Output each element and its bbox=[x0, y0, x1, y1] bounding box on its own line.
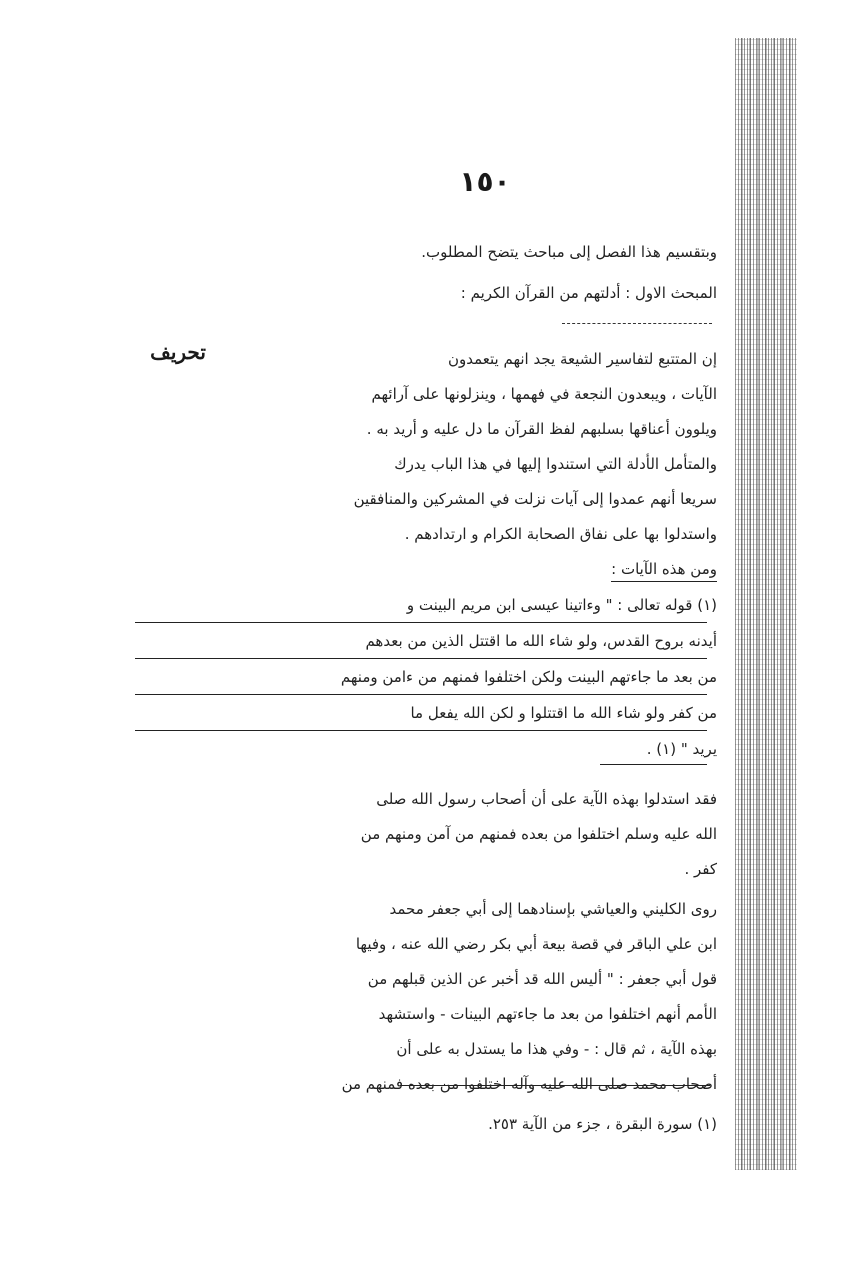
section-divider bbox=[562, 323, 712, 324]
paragraph-2-line: الله عليه وسلم اختلفوا من بعده فمنهم من آمن ومنهم من bbox=[360, 825, 717, 843]
paragraph-1-line: والمتأمل الأدلة التي استندوا إليها في هذا الباب يدرك bbox=[394, 455, 717, 473]
footnote-rule bbox=[400, 1085, 710, 1086]
paragraph-3-line: ابن علي الباقر في قصة بيعة أبي بكر رضي الله عنه ، وفيها bbox=[355, 935, 717, 953]
paragraph-1-line: الآيات ، ويبعدون النجعة في فهمها ، وينزلونها على آرائهم bbox=[371, 385, 717, 403]
verse-underline bbox=[135, 694, 707, 695]
paragraph-1-line: واستدلوا بها على نفاق الصحابة الكرام و ارتدادهم . bbox=[404, 525, 717, 543]
margin-note: تحريف bbox=[150, 340, 206, 364]
paragraph-2-line: كفر . bbox=[684, 860, 717, 878]
verse-line: من بعد ما جاءتهم البينت ولكن اختلفوا فمنهم من ءامن ومنهم bbox=[340, 668, 717, 686]
verse-underline bbox=[600, 764, 707, 765]
section-heading: المبحث الاول : أدلتهم من القرآن الكريم : bbox=[460, 284, 717, 302]
paragraph-1-line: إن المتتبع لتفاسير الشيعة يجد انهم يتعمدون bbox=[447, 350, 717, 368]
paragraph-3-line: الأمم أنهم اختلفوا من بعد ما جاءتهم البينات - واستشهد bbox=[378, 1005, 717, 1023]
paragraph-2-line: فقد استدلوا بهذه الآية على أن أصحاب رسول الله صلى bbox=[376, 790, 717, 808]
page-number: ١٥٠ bbox=[459, 165, 511, 198]
verse-line: من كفر ولو شاء الله ما اقتتلوا و لكن الله يفعل ما bbox=[410, 704, 717, 722]
verse-line: يريد " (١) . bbox=[646, 740, 717, 758]
verse-line: (١) قوله تعالى : " وءاتينا عيسى ابن مريم البينت و bbox=[406, 596, 717, 614]
paragraph-3-line: بهذه الآية ، ثم قال : - وفي هذا ما يستدل به على أن bbox=[396, 1040, 717, 1058]
verses-subheading: ومن هذه الآيات : bbox=[611, 560, 717, 578]
footnote: (١) سورة البقرة ، جزء من الآية ٢٥٣. bbox=[488, 1115, 717, 1133]
verse-line: أيدنه بروح القدس، ولو شاء الله ما اقتتل الذين من بعدهم bbox=[365, 632, 717, 650]
paragraph-3-line: قول أبي جعفر : " أليس الله قد أخبر عن الذين قبلهم من bbox=[367, 970, 717, 988]
paragraph-3-line: أصحاب محمد صلى الله عليه وآله اختلفوا من بعده فمنهم من bbox=[341, 1075, 717, 1093]
verse-underline bbox=[135, 622, 707, 623]
paragraph-3-line: روى الكليني والعياشي بإسنادهما إلى أبي جعفر محمد bbox=[389, 900, 717, 918]
scan-edge-strip bbox=[735, 38, 797, 1170]
paragraph-1-line: سريعا أنهم عمدوا إلى آيات نزلت في المشركين والمنافقين bbox=[353, 490, 717, 508]
verse-underline bbox=[135, 730, 707, 731]
intro-line: وبتقسيم هذا الفصل إلى مباحث يتضح المطلوب. bbox=[421, 243, 717, 261]
paragraph-1-line: ويلوون أعناقها بسلبهم لفظ القرآن ما دل عليه و أريد به . bbox=[366, 420, 717, 438]
verse-underline bbox=[135, 658, 707, 659]
